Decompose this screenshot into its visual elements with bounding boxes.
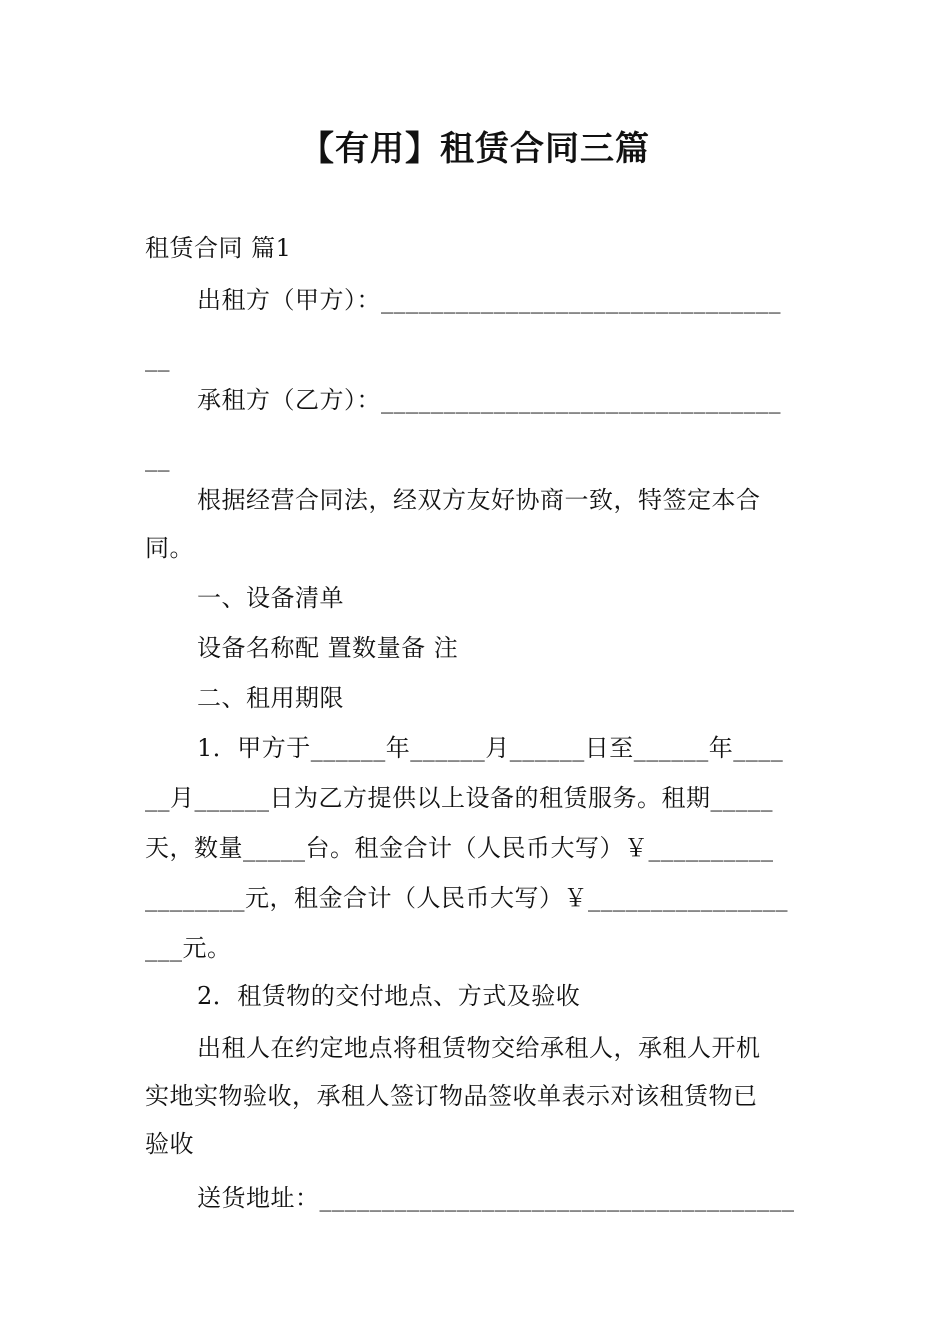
lessor-line-continued: __ xyxy=(145,344,170,372)
delivery-paragraph-line-3: 验收 xyxy=(145,1130,194,1158)
lease-term-paragraph-line-5: ___元。 xyxy=(145,934,232,962)
preamble-paragraph: 根据经营合同法，经双方友好协商一致，特签定本合 xyxy=(197,486,761,514)
lease-term-paragraph-line-3: 天，数量_____台。租金合计（人民币大写）￥__________ xyxy=(145,834,774,862)
clause-heading-lease-term: 二、租用期限 xyxy=(197,684,344,712)
equipment-table-header: 设备名称配 置数量备 注 xyxy=(197,634,459,662)
lessor-line: 出租方（甲方）：________________________________ xyxy=(197,286,781,314)
lease-term-paragraph: 1．甲方于______年______月______日至______年____ xyxy=(197,734,784,762)
clause-heading-equipment-list: 一、设备清单 xyxy=(197,584,344,612)
lessee-line: 承租方（乙方）：________________________________ xyxy=(197,386,781,414)
delivery-paragraph-line-2: 实地实物验收，承租人签订物品签收单表示对该租赁物已 xyxy=(145,1082,758,1110)
preamble-paragraph-continued: 同。 xyxy=(145,534,194,562)
clause-heading-delivery: 2．租赁物的交付地点、方式及验收 xyxy=(197,982,581,1010)
lessee-line-continued: __ xyxy=(145,444,170,472)
section-heading: 租赁合同 篇1 xyxy=(145,234,292,262)
document-title: 【有用】租赁合同三篇 xyxy=(300,129,650,169)
delivery-paragraph: 出租人在约定地点将租赁物交给承租人，承租人开机 xyxy=(197,1034,761,1062)
lease-term-paragraph-line-2: __月______日为乙方提供以上设备的租赁服务。租期_____ xyxy=(145,784,773,812)
lease-term-paragraph-line-4: ________元，租金合计（人民币大写）￥________________ xyxy=(145,884,788,912)
delivery-address-line: 送货地址：______________________________________ xyxy=(197,1184,795,1212)
